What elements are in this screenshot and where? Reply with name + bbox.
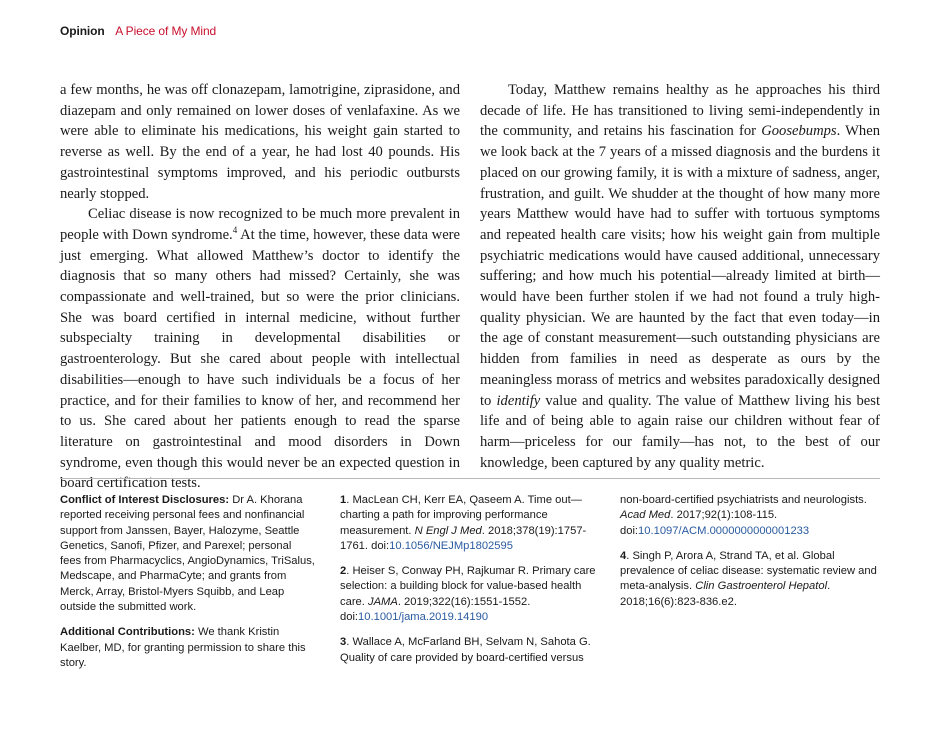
body-column-left bbox=[60, 80, 460, 494]
references-column-2 bbox=[620, 493, 880, 620]
reference-item: 2. Heiser S, Conway PH, Rajkumar R. Primary care selection: a building block for value-based health care. JAMA. 2019;322(16):1551-1552. doi:10.1001/jama.2019.14190 bbox=[340, 565, 596, 624]
reference-item: 4. Singh P, Arora A, Strand TA, et al. Global prevalence of celiac disease: systematic review and meta-analysis. Clin Gastroenterol Hepatol. 2018;16(6):823-836.e2. bbox=[620, 549, 877, 608]
conflict-of-interest: Conflict of Interest Disclosures: Dr A. Khorana reported receiving personal fees and nonfinancial support from Janssen, Bayer, Halozyme, Seattle Genetics, Sanofi, Pfizer, and Parexel; personal fees from Pharmacyclics, AngioDynamics, TriSalus, Medscape, and PharmaCyte; and grants from Merck, Array, Bristol-Myers Squibb, and Leap outside the submitted work. bbox=[60, 494, 315, 614]
column-name: A Piece of My Mind bbox=[115, 24, 217, 38]
section-divider bbox=[60, 478, 880, 479]
additional-contributions: Additional Contributions: We thank Kristin Kaelber, MD, for granting permission to share this story. bbox=[60, 626, 306, 669]
body-column-right bbox=[480, 80, 880, 473]
doi-link[interactable]: 10.1001/jama.2019.14190 bbox=[358, 611, 489, 624]
reference-item: 1. MacLean CH, Kerr EA, Qaseem A. Time out—charting a path for improving performance measurement. N Engl J Med. 2018;378(19):1757-1761. doi:10.1056/NEJMp1802595 bbox=[340, 494, 587, 552]
body-paragraph: a few months, he was off clonazepam, lamotrigine, ziprasidone, and diazepam and only remained on lower doses of venlafaxine. As we were able to eliminate his medications, his weight gain started to reverse as well. By the end of a year, he had lost 40 pounds. His gastrointestinal symptoms improved, and his periodic outbursts nearly stopped. bbox=[60, 82, 460, 202]
body-paragraph: Today, Matthew remains healthy as he approaches his third decade of life. He has transitioned to living semi-independently in the community, and retains his fascination for Goosebumps. When we look back at the 7 years of a missed diagnosis and the burdens it placed on our growing family, it is with a mixture of sadness, anger, frustration, and guilt. We shudder at the thought of how many more years Matthew would have had to suffer with tortuous symptoms and repeated health care visits; how his weight gain from multiple psychiatric medications would have caused additional, unnecessary suffering; and how much his potential—already limited at birth—would have been further stolen if we had not found a truly high-quality physician. We are haunted by the fact that even today—in the age of constant measurement—such outstanding physicians are hidden from families in need as desperate as ours by the meaningless morass of metrics and websites paradoxically designed to identify value and quality. The value of Matthew living his best life and of being able to again raise our children without fear of harm—priceless for our family—has not, to the best of our knowledge, been captured by any quality metric. bbox=[480, 82, 881, 471]
doi-link[interactable]: 10.1097/ACM.0000000000001233 bbox=[638, 524, 810, 537]
reference-item-continued: non-board-certified psychiatrists and neurologists. Acad Med. 2017;92(1):108-115. doi:10.1097/ACM.0000000000001233 bbox=[620, 494, 867, 537]
section-label: Opinion bbox=[60, 24, 105, 38]
doi-link[interactable]: 10.1056/NEJMp1802595 bbox=[389, 539, 513, 552]
references-column-1 bbox=[340, 493, 600, 676]
running-header bbox=[60, 24, 216, 38]
reference-citation[interactable]: 4 bbox=[232, 225, 238, 236]
disclosures-column bbox=[60, 493, 315, 681]
body-paragraph: Celiac disease is now recognized to be much more prevalent in people with Down syndrome.$^4$ At the time, however, these data were just emerging. What allowed Matthew’s doctor to identify the diagnosis that so many others had missed? Certainly, she was compassionate and well-trained, but so were the prior clinicians. She was board certified in internal medicine, without further subspecialty training in developmental disabilities or gastroenterology. But she cared about people with intellectual disabilities—enough to have such individuals be a focus of her practice, and for their families to know of her, and recommend her to us. She cared about her patients enough to read the sparse literature on gastrointestinal and mood disorders in Down syndrome, even though this would never be an expected question in board certification tests. bbox=[60, 206, 461, 492]
reference-item: 3. Wallace A, McFarland BH, Selvam N, Sahota G. Quality of care provided by board-certified versus bbox=[340, 636, 591, 664]
